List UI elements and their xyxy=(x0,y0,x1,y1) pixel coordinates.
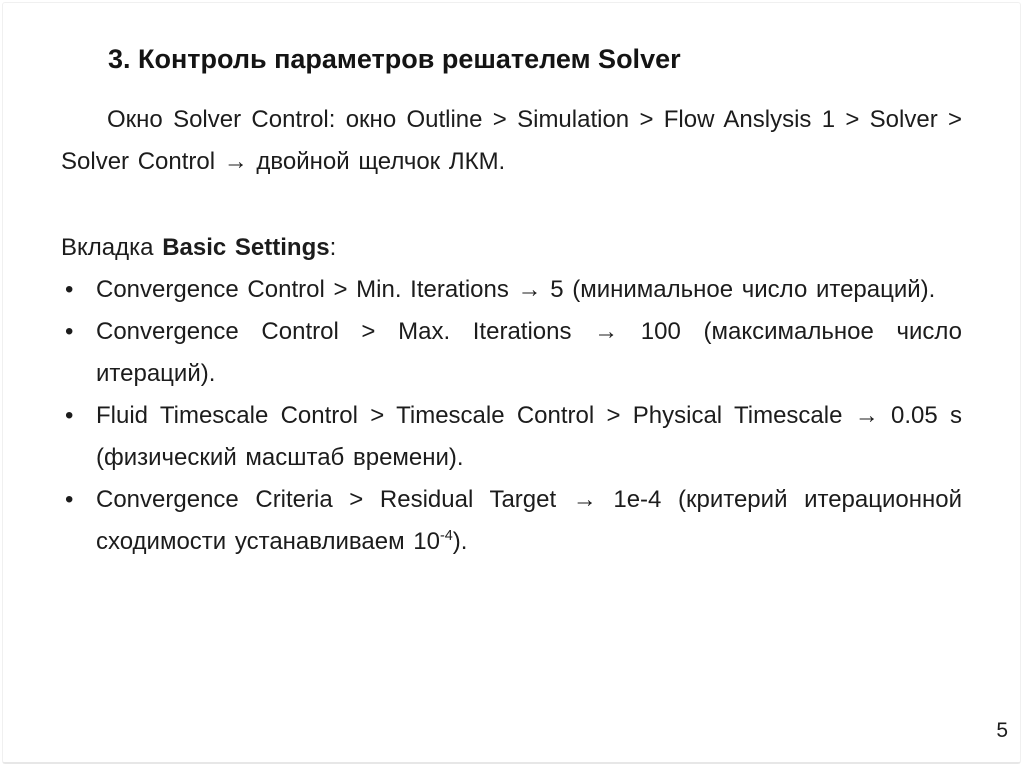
slide-content xyxy=(61,3,962,563)
page-number: 5 xyxy=(996,719,1008,742)
settings-list xyxy=(61,269,962,563)
list-item-max-iterations xyxy=(61,311,962,395)
list-item-residual-target xyxy=(61,479,962,563)
tab-line-bold-label: Basic Settings xyxy=(162,234,330,261)
list-item-text: Convergence Control > Max. Iterations → 100 (максимальное число итераций). xyxy=(96,318,962,387)
tab-label-line xyxy=(61,227,962,269)
list-item-text: Fluid Timescale Control > Timescale Control > Physical Timescale → 0.05 s (физический масштаб времени). xyxy=(96,402,962,471)
tab-line-prefix: Вкладка xyxy=(61,234,163,261)
list-item-text: Convergence Criteria > Residual Target → 1e-4 (критерий итерационной сходимости устанавливаем 10 xyxy=(96,486,962,555)
slide-title: 3. Контроль параметров решателем Solver xyxy=(108,44,681,74)
intro-paragraph: Окно Solver Control: окно Outline > Simulation > Flow Anslysis 1 > Solver > Solver Control → двойной щелчок ЛКМ. xyxy=(61,106,962,175)
list-item-text: Convergence Control > Min. Iterations → 5 (минимальное число итераций). xyxy=(96,276,936,303)
tab-line-suffix: : xyxy=(329,234,337,261)
bullet-icon: • xyxy=(65,318,74,345)
superscript-exponent: -4 xyxy=(439,528,453,544)
slide-page xyxy=(2,2,1021,764)
list-item-min-iterations xyxy=(61,269,962,311)
list-item-text-after-sup: ). xyxy=(452,528,468,555)
list-item-physical-timescale xyxy=(61,395,962,479)
bullet-icon: • xyxy=(65,486,74,513)
bullet-icon: • xyxy=(65,402,74,429)
bullet-icon: • xyxy=(65,276,74,303)
